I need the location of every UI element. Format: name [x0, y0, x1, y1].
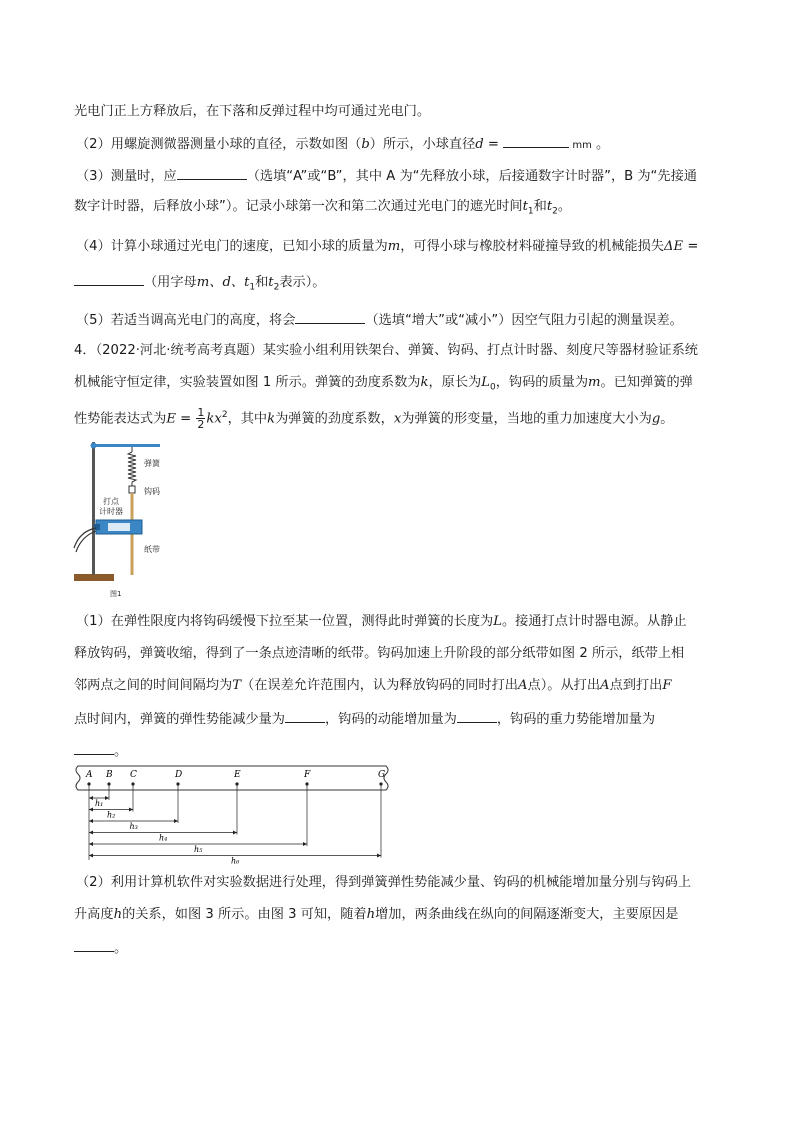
bracket-arrow [174, 819, 178, 823]
bracket-arrow [89, 831, 93, 835]
bracket-arrow [105, 796, 109, 800]
answer-blank-diameter[interactable] [503, 134, 569, 148]
bracket-arrow [89, 819, 93, 823]
bracket-arrow [89, 854, 93, 858]
label-spring: 弹簧 [144, 459, 160, 468]
spring [128, 452, 136, 482]
height-label: h₃ [129, 822, 138, 831]
text-line-continuation: 光电门正上方释放后，在下落和反弹过程中均可通过光电门。 [74, 104, 431, 119]
figure-1-apparatus [72, 436, 168, 608]
height-label: h₂ [107, 810, 116, 820]
label-tape: 纸带 [144, 545, 160, 554]
question-4-cont: （用字母m、d、$t_1$和$t_2$表示）。 [74, 272, 326, 297]
label-timer-1: 打点 [103, 497, 119, 506]
tape-point-label: E [234, 770, 241, 780]
question-3-cont: 数字计时器，后释放小球”）。记录小球第一次和第二次通过光电门的遮光时间$t_1$和$t_2$。 [74, 199, 572, 217]
question-3: （3）测量时，应 （选填“A”或“B”，其中 A 为“先释放小球，后接通数字计时器”，B 为“先接通 [76, 166, 697, 186]
answer-blank-order[interactable] [177, 166, 247, 180]
sub-question-1: （1）在弹性限度内将钩码缓慢下拉至某一位置，测得此时弹簧的长度为L。接通打点计时器电源。从静止 [76, 614, 687, 629]
height-label: h₆ [231, 856, 240, 866]
label-timer-2: 计时器 [99, 507, 123, 516]
problem-4-header: 4．（2022·河北·统考高考真题）某实验小组利用铁架台、弹簧、钩码、打点计时器、刻度尺等器材验证系统 [74, 343, 698, 358]
bracket-arrow [89, 808, 93, 812]
question-2: （2）用螺旋测微器测量小球的直径，示数如图（b）所示，小球直径d = mm 。 [76, 134, 609, 155]
stand-base [74, 574, 114, 581]
tape-point-label: B [106, 770, 113, 780]
tape-heights [89, 784, 381, 866]
tape-points [85, 770, 385, 786]
tape-outline [76, 766, 388, 790]
sub-question-2-line2: 升高度h的关系，如图 3 所示。由图 3 可知，随着h增加，两条曲线在纵向的间隔逐渐变大，主要原因是 [74, 907, 679, 922]
question-4: （4）计算小球通过光电门的速度，已知小球的质量为m，可得小球与橡胶材料碰撞导致的机械能损失ΔE = [76, 239, 699, 254]
bracket-arrow [303, 842, 307, 846]
tape-point-label: D [175, 770, 183, 780]
sub-question-1-line5: 。 [74, 741, 127, 761]
stand-arm [92, 444, 160, 447]
hook-weight [129, 486, 135, 493]
sub-question-1-line4: 点时间内，弹簧的弹性势能减少量为 ，钩码的动能增加量为 ，钩码的重力势能增加量为 [74, 709, 655, 729]
tape-point-label: G [378, 770, 386, 780]
height-label: h₅ [194, 845, 203, 854]
bracket-arrow [89, 842, 93, 846]
answer-blank-reason[interactable] [74, 938, 114, 952]
sub-question-1-line3: 邻两点之间的时间间隔均为T（在误差允许范围内，认为释放钩码的同时打出A点）。从打出A点到打出F [74, 678, 672, 693]
tape-point-label: A [86, 770, 93, 780]
answer-blank-error[interactable] [295, 310, 365, 324]
problem-4-line3: 性势能表达式为E = $\frac{1}{2}$ $kx^2$，其中k为弹簧的劲度系数，x为弹簧的形变量，当地的重力加速度大小为g。 [74, 405, 674, 431]
label-hook: 钩码 [144, 487, 160, 496]
answer-blank-kinetic[interactable] [457, 709, 497, 723]
bracket-arrow [233, 831, 237, 835]
figure-1-caption: 图1 [110, 590, 122, 598]
fraction-one-half: $\frac{1}{2}$ [197, 405, 205, 431]
bracket-arrow [89, 796, 93, 800]
height-label: h₁ [95, 799, 104, 808]
sub-question-2-line3: 。 [74, 938, 127, 958]
answer-blank-gravity-pe[interactable] [74, 741, 114, 755]
answer-blank-elastic-pe[interactable] [285, 709, 325, 723]
problem-4-line2: 机械能守恒定律，实验装置如图 1 所示。弹簧的劲度系数为k，原长为$L_0$，钩码的质量为m。已知弹簧的弹 [74, 375, 693, 393]
tape-point-label: F [304, 770, 311, 780]
sub-question-2: （2）利用计算机软件对实验数据进行处理，得到弹簧弹性势能减少量、钩码的机械能增加量分别与钩码上 [76, 875, 692, 890]
sub-question-1-line2: 释放钩码，弹簧收缩，得到了一条点迹清晰的纸带。钩码加速上升阶段的部分纸带如图 2 所示，纸带上相 [74, 646, 685, 661]
figure-2-tape [70, 762, 400, 866]
stand-pole [92, 442, 95, 575]
bracket-arrow [129, 808, 133, 812]
answer-blank-energy-loss[interactable] [74, 272, 144, 286]
height-label: h₄ [159, 833, 168, 843]
bracket-arrow [377, 854, 381, 858]
question-5: （5）若适当调高光电门的高度，将会 （选填“增大”或“减小”）因空气阻力引起的测量误差。 [76, 310, 683, 330]
tape-point-label: C [130, 770, 137, 780]
